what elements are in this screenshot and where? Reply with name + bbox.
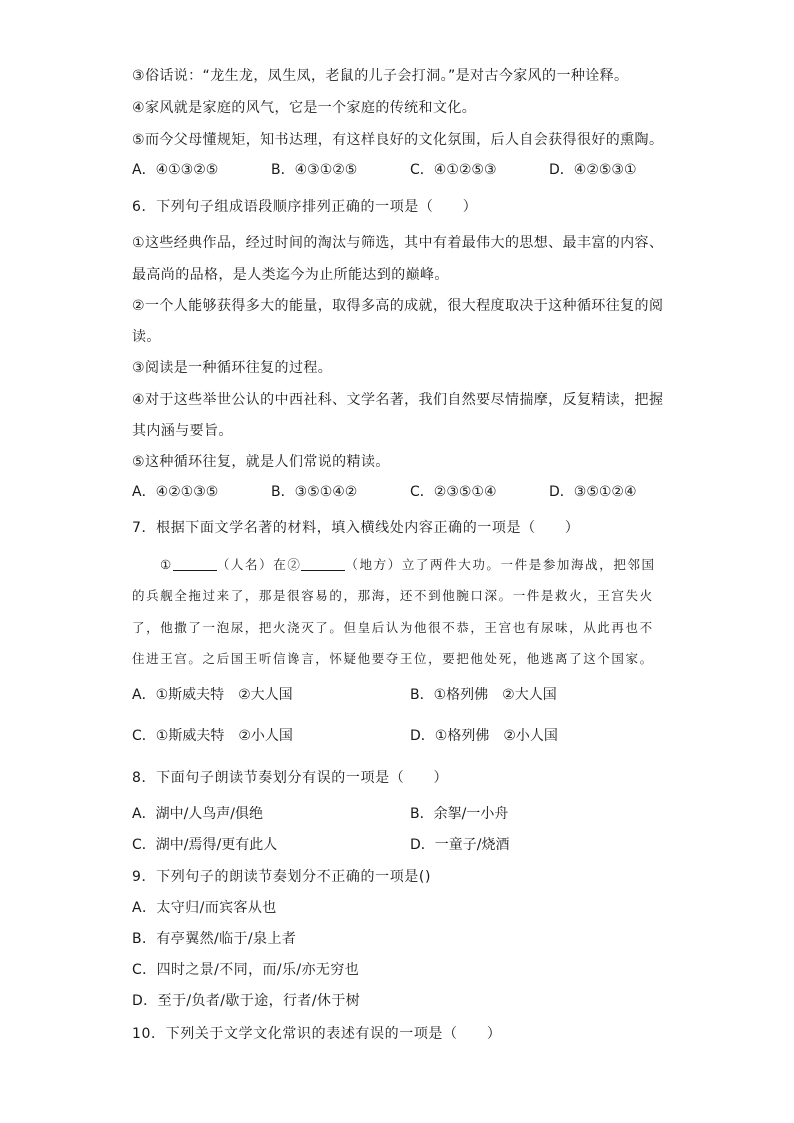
q6-sentence-3: ③阅读是一种循环往复的过程。 bbox=[132, 360, 333, 376]
q5-option-d: D．④②⑤③① bbox=[549, 162, 637, 178]
q7-option-d: D．①格列佛 ②小人国 bbox=[410, 728, 558, 744]
q9-option-b: B．有亭翼然/临于/泉上者 bbox=[132, 931, 297, 947]
q6-option-c: C．②③⑤①④ bbox=[410, 484, 497, 500]
q7-material-line-4: 住进王宫。之后国王听信谗言，怀疑他要夺王位，要把他处死，他逃离了这个国家。 bbox=[132, 651, 654, 666]
q8-stem: 8．下面句子朗读节奏划分有误的一项是（ ） bbox=[132, 770, 449, 786]
q6-sentence-1b: 最高尚的品格，是人类迄今为止所能达到的巅峰。 bbox=[132, 267, 449, 283]
q9-option-a: A．太守归/而宾客从也 bbox=[132, 900, 277, 916]
q8-option-b: B．余挐/一小舟 bbox=[410, 806, 509, 822]
q6-stem: 6．下列句子组成语段顺序排列正确的一项是（ ） bbox=[132, 199, 478, 215]
q8-option-d: D．一童子/烧酒 bbox=[410, 837, 510, 853]
q6-sentence-2a: ②一个人能够获得多大的能量，取得多高的成就，很大程度取决于这种循环往复的阅 bbox=[132, 298, 664, 314]
q9-option-c: C．四时之景/不同，而/乐/亦无穷也 bbox=[132, 962, 360, 978]
q7-material-line-2: 的兵舰全拖过来了，那是很容易的，那海，还不到他腕口深。一件是救火，王宫失火 bbox=[132, 588, 654, 603]
q8-option-c: C．湖中/焉得/更有此人 bbox=[132, 837, 278, 853]
q6-sentence-4b: 其内涵与要旨。 bbox=[132, 423, 233, 439]
q5-sentence-3: ③俗话说：“龙生龙，凤生凤，老鼠的儿子会打洞。”是对古今家风的一种诠释。 bbox=[132, 68, 629, 84]
q5-option-c: C．④①②⑤③ bbox=[410, 162, 497, 178]
q6-sentence-5: ⑤这种循环往复，就是人们常说的精读。 bbox=[132, 454, 390, 470]
q9-option-d: D．至于/负者/歇于途，行者/休于树 bbox=[132, 993, 361, 1009]
q7-blank-2 bbox=[301, 558, 345, 571]
q5-sentence-4: ④家风就是家庭的风气，它是一个家庭的传统和文化。 bbox=[132, 100, 477, 116]
q8-option-a: A．湖中/人鸟声/俱绝 bbox=[132, 806, 264, 822]
q7-material-line-1 bbox=[160, 555, 656, 575]
q7-stem: 7．根据下面文学名著的材料，填入横线处内容正确的一项是（ ） bbox=[132, 520, 580, 536]
q7-material-mid: （人名）在② bbox=[216, 557, 302, 572]
q6-sentence-4a: ④对于这些举世公认的中西社科、文学名著，我们自然要尽情揣摩，反复精读，把握 bbox=[132, 392, 664, 408]
q5-sentence-5: ⑤而今父母懂规矩，知书达理，有这样良好的文化氛围，后人自会获得很好的熏陶。 bbox=[132, 132, 664, 148]
q7-option-b: B．①格列佛 ②大人国 bbox=[410, 687, 557, 703]
q10-stem: 10．下列关于文学文化常识的表述有误的一项是（ ） bbox=[132, 1026, 502, 1042]
q6-sentence-2b: 读。 bbox=[132, 329, 161, 345]
q7-material-line-3: 了，他撒了一泡尿，把火浇灭了。但皇后认为他很不恭，王宫也有尿味，从此再也不 bbox=[132, 620, 654, 635]
q6-option-d: D．③⑤①②④ bbox=[549, 484, 637, 500]
q6-sentence-1a: ①这些经典作品，经过时间的淘汰与筛选，其中有着最伟大的思想、最丰富的内容、 bbox=[132, 235, 664, 251]
q7-material-number-1: ① bbox=[160, 557, 173, 572]
q9-stem: 9．下列句子的朗读节奏划分不正确的一项是() bbox=[132, 869, 432, 885]
q7-material-rest: （地方）立了两件大功。一件是参加海战，把邻国 bbox=[345, 557, 656, 572]
q5-option-a: A．④①③②⑤ bbox=[132, 162, 219, 178]
q6-option-b: B．③⑤①④② bbox=[271, 484, 358, 500]
q7-option-c: C．①斯威夫特 ②小人国 bbox=[132, 728, 293, 744]
q5-option-b: B．④③①②⑤ bbox=[271, 162, 358, 178]
q7-option-a: A．①斯威夫特 ②大人国 bbox=[132, 687, 293, 703]
q6-option-a: A．④②①③⑤ bbox=[132, 484, 219, 500]
q7-blank-1 bbox=[173, 558, 217, 571]
